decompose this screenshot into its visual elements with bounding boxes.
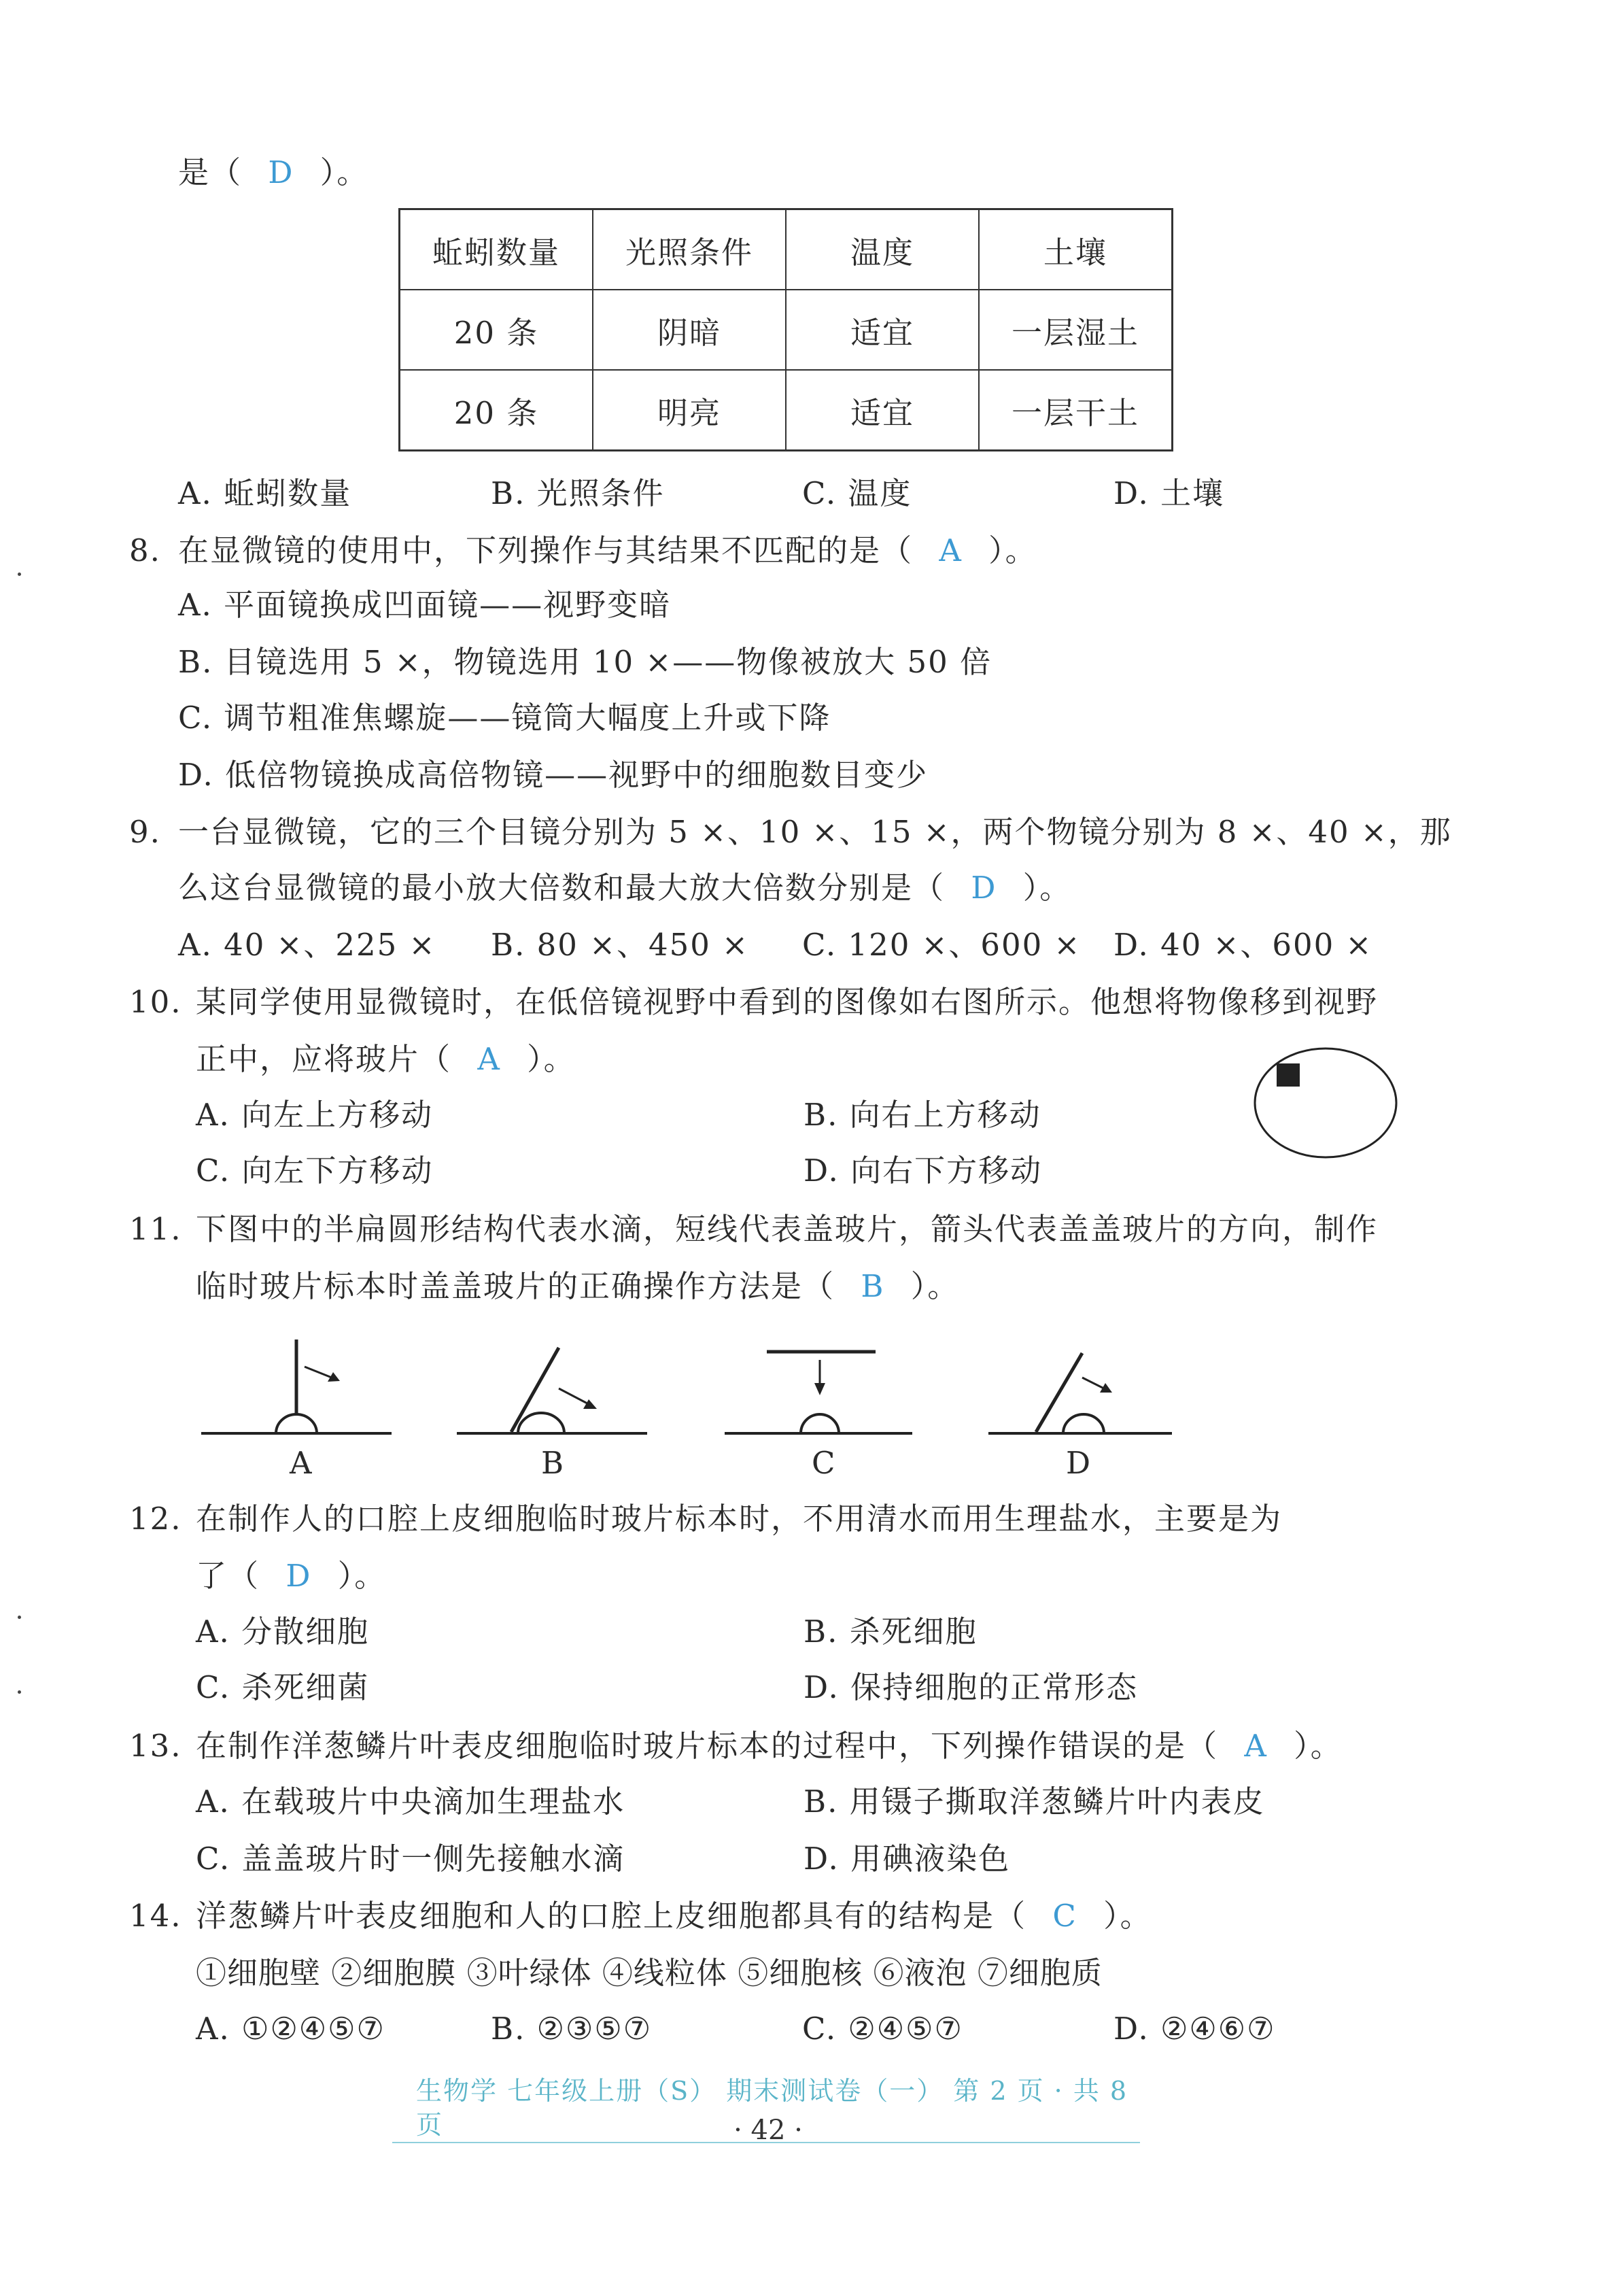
table-row xyxy=(400,290,1173,370)
q8-option-a: A. 平面镜换成凹面镜——视野变暗 xyxy=(178,587,672,623)
table-cell: 适宜 xyxy=(786,290,979,370)
q13-option-c: C. 盖盖玻片时一侧先接触水滴 xyxy=(196,1841,625,1877)
q11-stem-line2: 临时玻片标本时盖盖玻片的正确操作方法是（ B ）。 xyxy=(196,1268,960,1304)
table-cell: 20 条 xyxy=(400,370,593,451)
q14-option-d: D. ②④⑥⑦ xyxy=(1113,2011,1276,2047)
q13-option-a: A. 在载玻片中央滴加生理盐水 xyxy=(196,1784,625,1820)
q10-stem-line1: 10. 某同学使用显微镜时，在低倍镜视野中看到的图像如右图所示。他想将物像移到视野 xyxy=(129,982,1378,1023)
table-header-cell: 光照条件 xyxy=(593,209,786,290)
field-of-view-circle xyxy=(1255,1048,1396,1157)
microscope-field-figure xyxy=(1251,1040,1400,1163)
q10-option-c: C. 向左下方移动 xyxy=(196,1153,434,1189)
q14-option-c: C. ②④⑤⑦ xyxy=(802,2011,963,2047)
q12-answer: D xyxy=(286,1558,312,1594)
q13-option-b: B. 用镊子撕取洋葱鳞片叶内表皮 xyxy=(804,1784,1265,1820)
q14-option-a: A. ①②④⑤⑦ xyxy=(196,2011,385,2047)
water-drop xyxy=(518,1413,564,1433)
figure-label-c: C xyxy=(812,1445,837,1481)
q14-option-b: B. ②③⑤⑦ xyxy=(491,2011,653,2047)
q7-option-c: C. 温度 xyxy=(802,475,912,511)
figure-label-b: B xyxy=(541,1445,566,1481)
water-drop xyxy=(1063,1414,1104,1433)
table-header-cell: 土壤 xyxy=(979,209,1173,290)
q11-answer: B xyxy=(861,1268,885,1304)
water-drop xyxy=(801,1414,839,1433)
q10-stem-line2: 正中，应将玻片（ A ）。 xyxy=(196,1041,576,1077)
q10-option-d: D. 向右下方移动 xyxy=(804,1153,1043,1189)
table-row xyxy=(400,370,1173,451)
q9-answer: D xyxy=(971,870,997,906)
q14-stem: 14. 洋葱鳞片叶表皮细胞和人的口腔上皮细胞都具有的结构是（ C ）。 xyxy=(129,1896,1152,1937)
earthworm-table xyxy=(398,208,1173,451)
q12-option-d: D. 保持细胞的正常形态 xyxy=(804,1669,1139,1705)
q7-stem-end: 是（ D ）。 xyxy=(178,154,369,190)
table-cell: 适宜 xyxy=(786,370,979,451)
coverslip-figure-c xyxy=(725,1333,922,1441)
margin-dot xyxy=(18,573,21,576)
margin-dot xyxy=(18,1690,21,1694)
table-cell: 20 条 xyxy=(400,290,593,370)
question-number: 12. xyxy=(129,1501,182,1537)
table-header-row xyxy=(400,209,1173,290)
specimen-square xyxy=(1277,1063,1300,1087)
arrow-head xyxy=(814,1383,825,1395)
question-number: 10. xyxy=(129,984,182,1020)
water-drop xyxy=(276,1414,317,1433)
q9-stem-line1: 9. 一台显微镜，它的三个目镜分别为 5 ×、10 ×、15 ×，两个物镜分别为 8 ×、40 ×，那 xyxy=(129,812,1452,853)
q14-structure-list: ①细胞壁 ②细胞膜 ③叶绿体 ④线粒体 ⑤细胞核 ⑥液泡 ⑦细胞质 xyxy=(196,1955,1103,1991)
q12-option-c: C. 杀死细菌 xyxy=(196,1669,370,1705)
coverslip xyxy=(511,1348,559,1432)
arrow-head xyxy=(583,1399,597,1409)
q9-stem-line2: 么这台显微镜的最小放大倍数和最大放大倍数分别是（ D ）。 xyxy=(178,870,1072,906)
q8-stem: 8. 在显微镜的使用中，下列操作与其结果不匹配的是（ A ）。 xyxy=(129,530,1037,571)
q13-stem: 13. 在制作洋葱鳞片叶表皮细胞临时玻片标本的过程中，下列操作错误的是（ A ）。 xyxy=(129,1726,1343,1767)
q13-answer: A xyxy=(1244,1728,1268,1764)
q7-option-b: B. 光照条件 xyxy=(491,475,665,511)
q10-option-b: B. 向右上方移动 xyxy=(804,1097,1041,1133)
coverslip-figure-d xyxy=(988,1333,1186,1441)
figure-label-a: A xyxy=(290,1445,313,1481)
table-cell: 明亮 xyxy=(593,370,786,451)
question-number: 14. xyxy=(129,1898,182,1934)
arrow-shaft xyxy=(305,1367,332,1378)
q9-option-d: D. 40 ×、600 × xyxy=(1113,927,1373,963)
coverslip xyxy=(1036,1353,1082,1432)
q7-answer: D xyxy=(268,154,294,190)
q8-option-b: B. 目镜选用 5 ×，物镜选用 10 ×——物像被放大 50 倍 xyxy=(178,644,992,680)
arrow-shaft xyxy=(559,1388,587,1403)
question-number: 13. xyxy=(129,1728,182,1764)
table-header-cell: 温度 xyxy=(786,209,979,290)
q12-option-b: B. 杀死细胞 xyxy=(804,1614,978,1650)
q9-option-c: C. 120 ×、600 × xyxy=(802,927,1082,963)
q11-stem-line1: 11. 下图中的半扁圆形结构代表水滴，短线代表盖玻片，箭头代表盖盖玻片的方向，制作 xyxy=(129,1209,1378,1250)
q12-option-a: A. 分散细胞 xyxy=(196,1614,370,1650)
table-cell: 阴暗 xyxy=(593,290,786,370)
q10-option-a: A. 向左上方移动 xyxy=(196,1097,434,1133)
table-header-cell: 蚯蚓数量 xyxy=(400,209,593,290)
table-cell: 一层干土 xyxy=(979,370,1173,451)
arrow-shaft xyxy=(1082,1378,1104,1388)
q12-stem-line1: 12. 在制作人的口腔上皮细胞临时玻片标本时，不用清水而用生理盐水，主要是为 xyxy=(129,1499,1282,1539)
q8-answer: A xyxy=(939,532,963,568)
q7-option-a: A. 蚯蚓数量 xyxy=(178,475,352,511)
q10-answer: A xyxy=(477,1041,501,1077)
page-number: · 42 · xyxy=(733,2115,803,2146)
q9-option-a: A. 40 ×、225 × xyxy=(178,927,436,963)
q12-stem-line2: 了（ D ）。 xyxy=(196,1558,387,1594)
q13-option-d: D. 用碘液染色 xyxy=(804,1841,1011,1877)
coverslip-figure-b xyxy=(457,1333,654,1441)
question-number: 9. xyxy=(129,814,161,850)
q7-option-d: D. 土壤 xyxy=(1113,475,1225,511)
q14-answer: C xyxy=(1052,1898,1077,1934)
table-cell: 一层湿土 xyxy=(979,290,1173,370)
question-number: 11. xyxy=(129,1211,182,1247)
page-footer: 生物学 七年级上册（S） 期末测试卷（一） 第 2 页 · 共 8 页 xyxy=(392,2074,1140,2143)
question-number: 8. xyxy=(129,532,161,568)
q8-option-c: C. 调节粗准焦螺旋——镜筒大幅度上升或下降 xyxy=(178,700,831,736)
figure-label-d: D xyxy=(1066,1445,1092,1481)
coverslip-figure-a xyxy=(201,1333,398,1441)
q9-option-b: B. 80 ×、450 × xyxy=(491,927,749,963)
q8-option-d: D. 低倍物镜换成高倍物镜——视野中的细胞数目变少 xyxy=(178,757,929,793)
margin-dot xyxy=(18,1616,21,1619)
